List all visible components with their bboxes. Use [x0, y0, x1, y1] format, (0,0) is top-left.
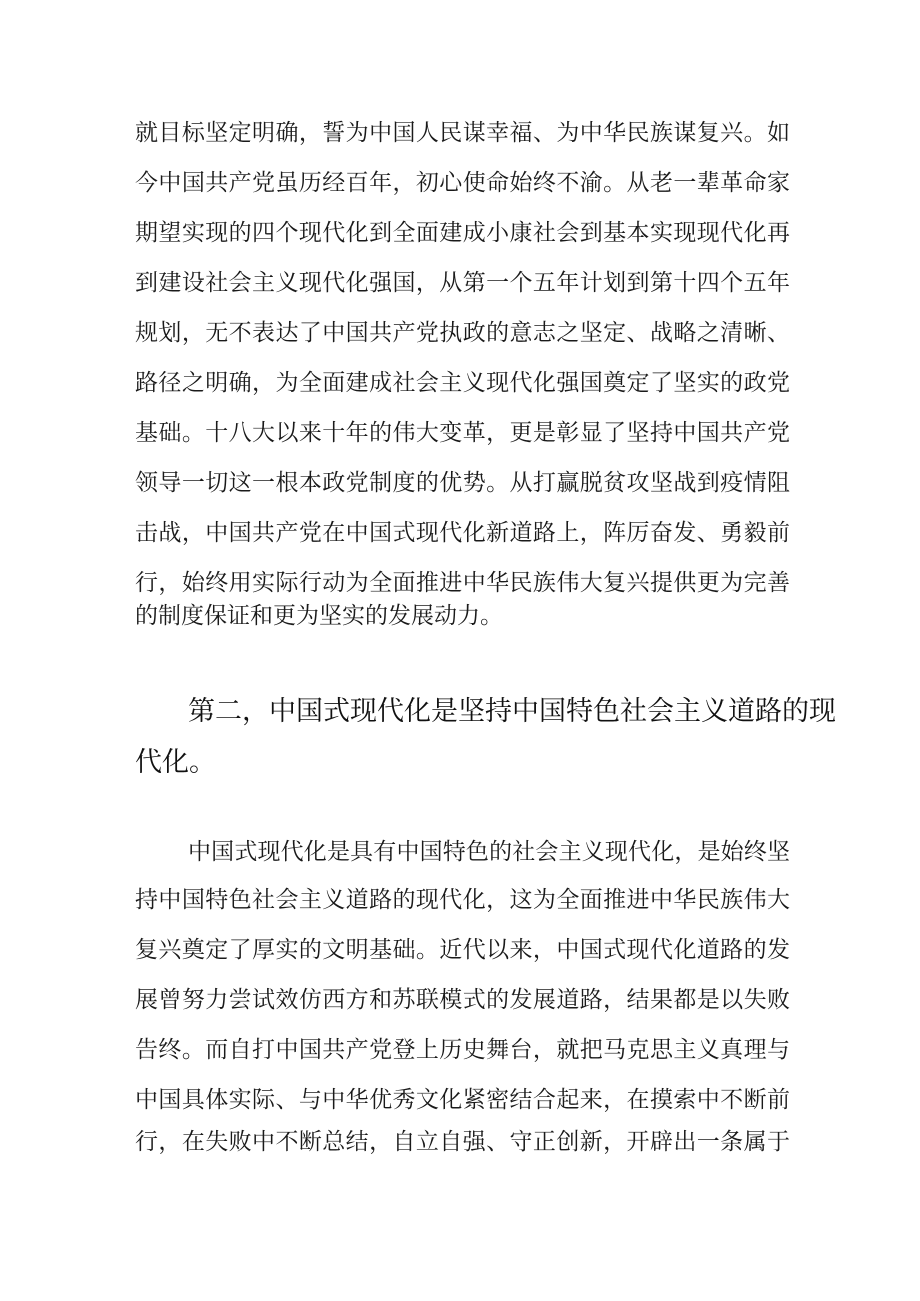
paragraph-line: 的制度保证和更为坚实的发展动力。	[135, 603, 503, 629]
paragraph-line: 基础。十八大以来十年的伟大变革，更是彰显了坚持中国共产党	[135, 420, 790, 446]
paragraph-line: 今中国共产党虽历经百年，初心使命始终不渝。从老一辈革命家	[135, 170, 790, 196]
paragraph-line: 就目标坚定明确，誓为中国人民谋幸福、为中华民族谋复兴。如	[135, 120, 790, 146]
paragraph-line: 中国具体实际、与中华优秀文化紧密结合起来，在摸索中不断前	[135, 1087, 790, 1113]
paragraph-line: 规划，无不表达了中国共产党执政的意志之坚定、战略之清晰、	[135, 320, 790, 346]
paragraph-line: 展曾努力尝试效仿西方和苏联模式的发展道路，结果都是以失败	[135, 987, 790, 1013]
paragraph-line: 到建设社会主义现代化强国，从第一个五年计划到第十四个五年	[135, 270, 790, 296]
paragraph-line: 期望实现的四个现代化到全面建成小康社会到基本实现现代化再	[135, 220, 790, 246]
paragraph-line: 中国式现代化是具有中国特色的社会主义现代化，是始终坚	[188, 839, 790, 865]
paragraph-line: 领导一切这一根本政党制度的优势。从打赢脱贫攻坚战到疫情阻	[135, 470, 790, 496]
paragraph-line: 持中国特色社会主义道路的现代化，这为全面推进中华民族伟大	[135, 887, 790, 913]
heading-line: 代化。	[135, 747, 216, 778]
heading-line: 第二，中国式现代化是坚持中国特色社会主义道路的现	[188, 696, 836, 727]
paragraph-line: 告终。而自打中国共产党登上历史舞台，就把马克思主义真理与	[135, 1037, 790, 1063]
paragraph-line: 复兴奠定了厚实的文明基础。近代以来，中国式现代化道路的发	[135, 937, 790, 963]
paragraph-line: 路径之明确，为全面建成社会主义现代化强国奠定了坚实的政党	[135, 370, 790, 396]
paragraph-line: 击战，中国共产党在中国式现代化新道路上，阵厉奋发、勇毅前	[135, 520, 790, 546]
paragraph-line: 行，始终用实际行动为全面推进中华民族伟大复兴提供更为完善	[135, 570, 790, 596]
paragraph-line: 行，在失败中不断总结，自立自强、守正创新，开辟出一条属于	[135, 1129, 790, 1155]
